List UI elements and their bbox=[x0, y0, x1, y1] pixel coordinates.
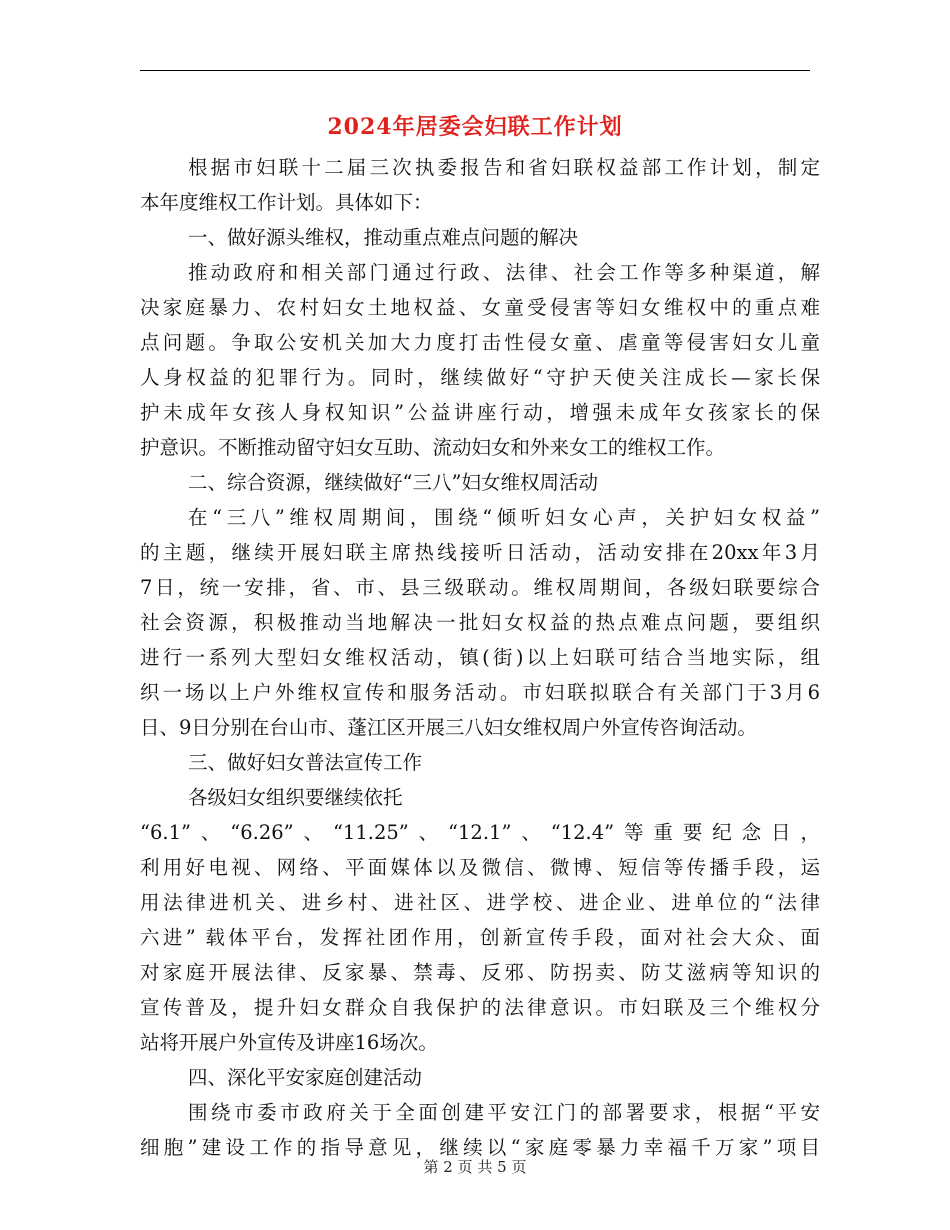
text-line: 决家庭暴力、农村妇女土地权益、女童受侵害等妇女维权中的重点难 bbox=[140, 296, 820, 319]
page-footer: 第 2 页 共 5 页 bbox=[423, 1158, 527, 1176]
text-line: 利用好电视、网络、平面媒体以及微信、微博、短信等传播手段，运 bbox=[140, 856, 820, 879]
text-line: “6.1”、“6.26”、“11.25”、“12.1”、“12.4”等重要纪念日， bbox=[140, 821, 820, 844]
text-line: 一、做好源头维权，推动重点难点问题的解决 bbox=[188, 226, 579, 249]
text-line: 点问题。争取公安机关加大力度打击性侵女童、虐童等侵害妇女儿童 bbox=[140, 331, 820, 354]
text-line: 社会资源，积极推动当地解决一批妇女权益的热点难点问题，要组织 bbox=[140, 611, 820, 634]
text-line: 本年度维权工作计划。具体如下： bbox=[140, 191, 433, 214]
text-line: 二、综合资源，继续做好“三八”妇女维权周活动 bbox=[188, 471, 598, 494]
document-body bbox=[140, 150, 820, 1165]
text-line: 推动政府和相关部门通过行政、法律、社会工作等多种渠道，解 bbox=[188, 261, 820, 284]
text-line: 在“三八”维权周期间，围绕“倾听妇女心声，关护妇女权益” bbox=[188, 506, 820, 529]
text-line: 用法律进机关、进乡村、进社区、进学校、进企业、进单位的“法律 bbox=[140, 891, 820, 914]
text-line: 细胞”建设工作的指导意见，继续以“家庭零暴力幸福千万家”项目 bbox=[140, 1136, 820, 1159]
text-line: 护意识。不断推动留守妇女互助、流动妇女和外来女工的维权工作。 bbox=[140, 436, 726, 459]
text-line: 护未成年女孩人身权知识”公益讲座行动，增强未成年女孩家长的保 bbox=[140, 401, 820, 424]
text-line: 站将开展户外宣传及讲座16场次。 bbox=[140, 1031, 438, 1054]
document-title: 2024年居委会妇联工作计划 bbox=[327, 114, 623, 140]
text-line: 7日，统一安排，省、市、县三级联动。维权周期间，各级妇联要综合 bbox=[140, 576, 820, 599]
header-rule bbox=[140, 70, 810, 71]
text-line: 对家庭开展法律、反家暴、禁毒、反邪、防拐卖、防艾滋病等知识的 bbox=[140, 961, 820, 984]
text-line: 三、做好妇女普法宣传工作 bbox=[188, 751, 423, 774]
text-line: 各级妇女组织要继续依托 bbox=[188, 786, 403, 809]
text-line: 进行一系列大型妇女维权活动，镇(街)以上妇联可结合当地实际，组 bbox=[140, 646, 820, 669]
text-line: 的主题，继续开展妇联主席热线接听日活动，活动安排在20xx年3月 bbox=[140, 541, 820, 564]
text-line: 根据市妇联十二届三次执委报告和省妇联权益部工作计划，制定 bbox=[188, 156, 820, 179]
text-line: 宣传普及，提升妇女群众自我保护的法律意识。市妇联及三个维权分 bbox=[140, 996, 820, 1019]
text-line: 织一场以上户外维权宣传和服务活动。市妇联拟联合有关部门于3月6 bbox=[140, 681, 820, 704]
text-line: 四、深化平安家庭创建活动 bbox=[188, 1066, 423, 1089]
text-line: 人身权益的犯罪行为。同时，继续做好“守护天使关注成长—家长保 bbox=[140, 366, 820, 389]
text-line: 围绕市委市政府关于全面创建平安江门的部署要求，根据“平安 bbox=[188, 1101, 820, 1124]
text-line: 日、9日分别在台山市、蓬江区开展三八妇女维权周户外宣传咨询活动。 bbox=[140, 716, 757, 739]
text-line: 六进” 载体平台，发挥社团作用，创新宣传手段，面对社会大众、面 bbox=[140, 926, 820, 949]
